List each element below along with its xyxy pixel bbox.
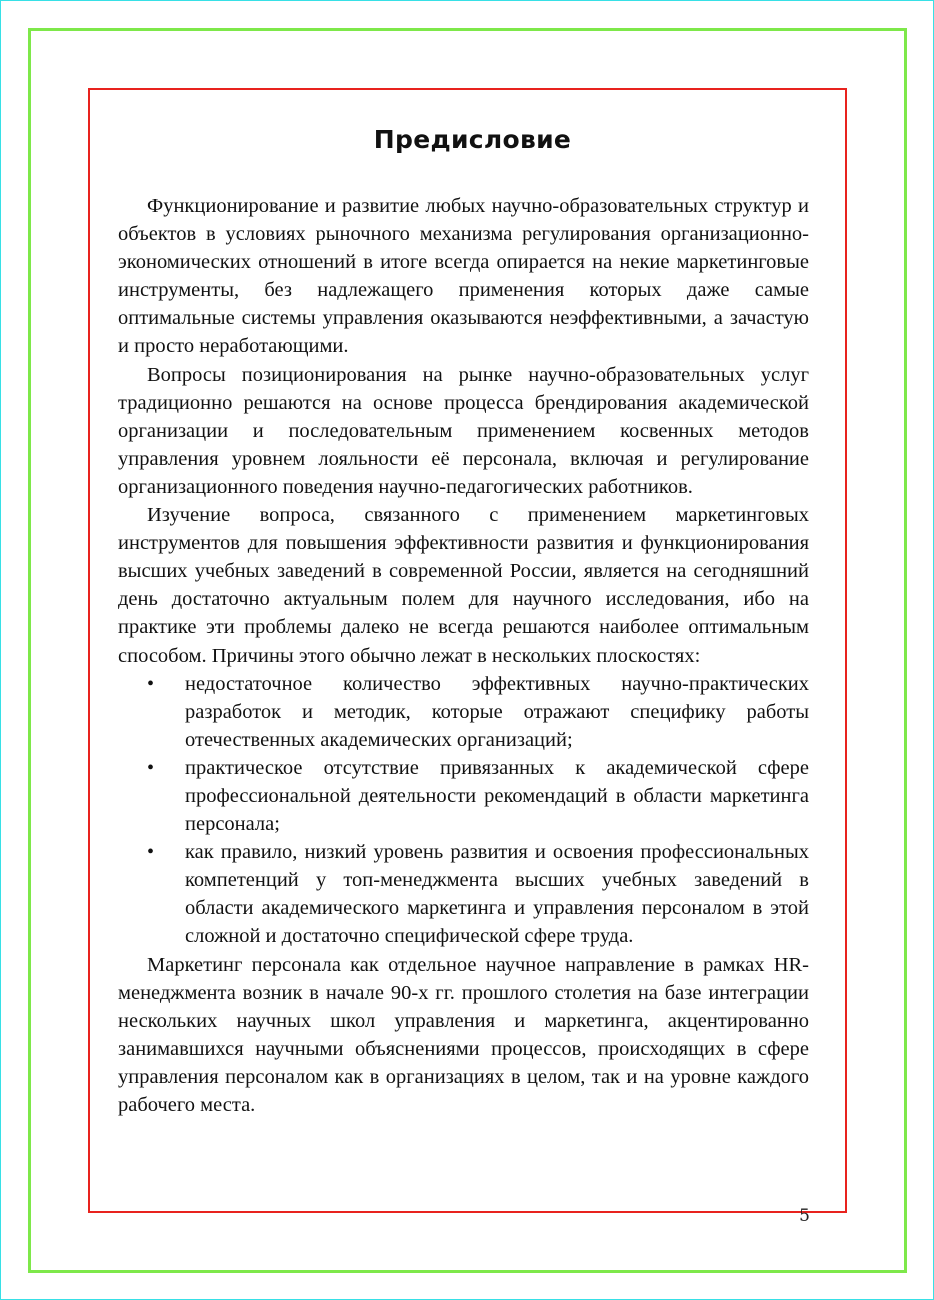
list-item-text: практическое отсутствие привязанных к академической сфере профессиональной деятельности рекомендаций в области маркетинга персонала; <box>185 756 809 836</box>
bullet-icon: • <box>147 672 155 695</box>
list-item <box>118 754 809 838</box>
page-title: Предисловие <box>373 125 572 154</box>
list-item-text: недостаточное количество эффективных научно-практических разработок и методик, которые отражают специфику работы отечественных академических организаций; <box>185 672 809 751</box>
list-item <box>118 838 809 950</box>
page-number: 5 <box>799 1206 810 1226</box>
paragraph-2: Вопросы позиционирования на рынке научно-образовательных услуг традиционно решаются на основе процесса брендирования академической организации и последовательным применением косвенных методов управления уровнем лояльности её персонала, включая и регулирование организационного поведения научно-педагогических работников. <box>118 363 809 498</box>
list-item-text: как правило, низкий уровень развития и освоения профессиональных компетенций у топ-менеджмента высших учебных заведений в области академического маркетинга и управления персоналом в этой сложной и достаточно специфической сфере труда. <box>185 841 809 948</box>
paragraph-1: Функционирование и развитие любых научно-образовательных структур и объектов в условиях рыночного механизма регулирования организационно-экономических отношений в итоге всегда опирается на некие маркетинговые инструменты, без надлежащего применения которых даже самые оптимальные системы управления оказываются неэффективными, а зачастую и просто неработающими. <box>118 195 809 358</box>
reasons-list <box>118 670 809 951</box>
list-item <box>118 670 809 754</box>
bullet-icon: • <box>147 841 155 864</box>
page-content <box>118 122 809 1119</box>
bullet-icon: • <box>147 756 155 779</box>
paragraph-4: Маркетинг персонала как отдельное научное направление в рамках HR-менеджмента возник в начале 90-х гг. прошлого столетия на базе интеграции нескольких научных школ управления и маркетинга, акцентированно занимавшихся научными объяснениями процессов, происходящих в сфере управления персоналом как в организациях в целом, так и на уровне каждого рабочего места. <box>118 953 809 1116</box>
paragraph-3: Изучение вопроса, связанного с применением маркетинговых инструментов для повышения эффективности развития и функционирования высших учебных заведений в современной России, является на сегодняшний день достаточно актуальным полем для научного исследования, ибо на практике эти проблемы далеко не всегда решаются наиболее оптимальным способом. Причины этого обычно лежат в нескольких плоскостях: <box>118 504 809 667</box>
